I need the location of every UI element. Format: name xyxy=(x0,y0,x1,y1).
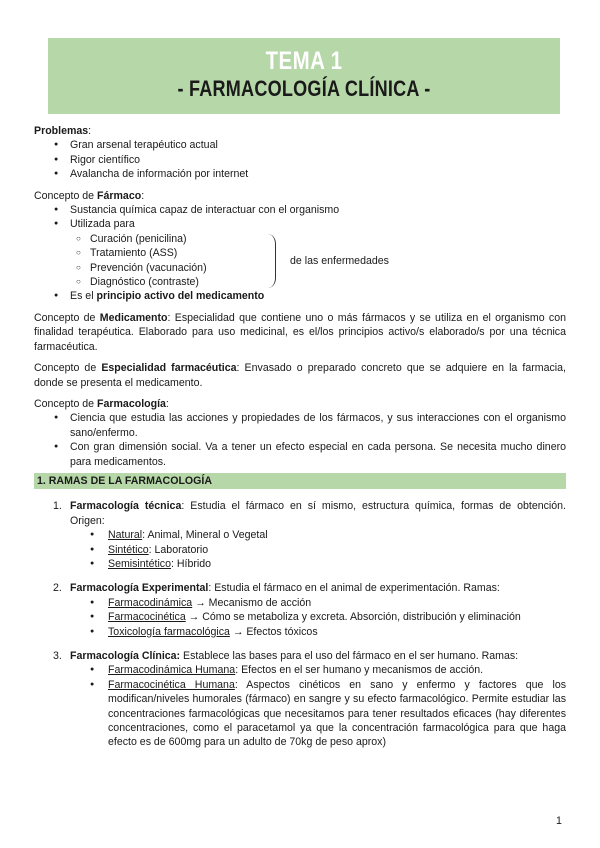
problemas-heading: Problemas: xyxy=(34,125,92,137)
list-item: ● Rigor científico xyxy=(34,153,566,167)
list-item: ● Farmacocinética → Cómo se metaboliza y excreta. Absorción, distribución y eliminación xyxy=(34,610,566,624)
problemas-list xyxy=(34,138,566,181)
document-content xyxy=(34,124,566,760)
rama-item: 2. Farmacología Experimental: Estudia el fármaco en el animal de experimentación. Ramas: ● Farmacodinámica → Mecanismo de acción ● Farmacocinética → Cómo se metaboliza y excreta. Absorción, distribución y eliminación ● Toxicología farmacológica → Efectos tóxicos xyxy=(34,581,566,639)
rama-sublist xyxy=(34,596,566,639)
list-item: ● Ciencia que estudia las acciones y propiedades de los fármacos, y sus interacciones con el organismo sano/enfermo. xyxy=(34,411,566,440)
uses-sublist-wrap xyxy=(70,232,566,290)
list-item: ● Farmacodinámica Humana: Efectos en el ser humano y mecanismos de acción. xyxy=(34,663,566,677)
list-item: ○ Prevención (vacunación) xyxy=(34,261,566,275)
list-item: ○ Diagnóstico (contraste) xyxy=(34,275,566,289)
page-number: 1 xyxy=(556,815,562,827)
list-item: ● Natural: Animal, Mineral o Vegetal xyxy=(34,528,566,542)
farmaco-list xyxy=(34,203,566,304)
page-subtitle: - FARMACOLOGÍA CLÍNICA - xyxy=(177,76,431,101)
list-item: ○ Curación (penicilina) xyxy=(34,232,566,246)
rama-sublist xyxy=(34,663,566,749)
farmacologia-heading: Concepto de Farmacología: xyxy=(34,397,169,410)
farmaco-heading: Concepto de Fármaco: xyxy=(34,189,145,202)
list-item: ● Sustancia química capaz de interactuar con el organismo xyxy=(34,203,566,217)
curly-brace xyxy=(267,234,276,288)
list-item: ○ Tratamiento (ASS) xyxy=(34,246,566,260)
farmacologia-list xyxy=(34,411,566,469)
list-item: ● Semisintético: Híbrido xyxy=(34,557,566,571)
list-item: ● Es el principio activo del medicamento xyxy=(34,289,566,303)
list-item: ● Con gran dimensión social. Va a tener un efecto especial en cada persona. Se necesita mucho dinero para medicamentos. xyxy=(34,440,566,469)
rama-item: 3. Farmacología Clínica: Establece las bases para el uso del fármaco en el ser humano. Ramas: ● Farmacodinámica Humana: Efectos en el ser humano y mecanismos de acción. ● Farmacocinética Humana: Aspectos cinéticos en sano y enfermo y factores que los modifican/niveles humorales (fármaco) en sangre y su efecto farmacológico. Permite estudiar las concentraciones farmacológicas que necesitamos para tener resultados eficaces (hay diferentes concentraciones, como el paracetamol ya que la concentración farmacológica para que haga efecto es de 600mg para un adulto de 70kg de peso aprox) xyxy=(34,649,566,750)
rama-sublist xyxy=(34,528,566,571)
medicamento-paragraph: Concepto de Medicamento: Especialidad que contiene uno o más fármacos y se utiliza en el organismo con finalidad terapéutica. Elaborado para uso medicinal, es el/los principios activo/s elaborado/s por una técnica farmacéutica. xyxy=(34,311,566,353)
list-item: ● Toxicología farmacológica → Efectos tóxicos xyxy=(34,625,566,639)
brace-note: de las enfermedades xyxy=(290,254,389,267)
list-item: ● Sintético: Laboratorio xyxy=(34,543,566,557)
list-item: ● Utilizada para ○ Curación (penicilina) ○ Tratamiento (ASS) ○ Prevención (vacunación) ○ Diagnóstico (contraste) de las enfermedades xyxy=(34,217,566,289)
list-item: ● Avalancha de información por internet xyxy=(34,167,566,181)
ramas-list xyxy=(34,499,566,750)
section-heading: 1. RAMAS DE LA FARMACOLOGÍA xyxy=(34,473,566,489)
list-item: ● Farmacocinética Humana: Aspectos cinéticos en sano y enfermo y factores que los modifican/niveles humorales (fármaco) en sangre y su efecto farmacológico. Permite estudiar las concentraciones farmacológicas que necesitamos para tener resultados eficaces (hay diferentes concentraciones, como el paracetamol ya que la concentración farmacológica para que haga efecto es de 600mg para un adulto de 70kg de peso aprox) xyxy=(34,678,566,750)
page-title: TEMA 1 xyxy=(265,47,343,75)
especialidad-paragraph: Concepto de Especialidad farmacéutica: Envasado o preparado concreto que se adquiere en la farmacia, donde se presenta el medicamento. xyxy=(34,362,566,389)
list-item: ● Farmacodinámica → Mecanismo de acción xyxy=(34,596,566,610)
list-item: ● Gran arsenal terapéutico actual xyxy=(34,138,566,152)
rama-item: 1. Farmacología técnica: Estudia el fármaco en sí mismo, estructura química, formas de obtención. Origen: ● Natural: Animal, Mineral o Vegetal ● Sintético: Laboratorio ● Semisintético: Híbrido xyxy=(34,499,566,571)
title-banner xyxy=(48,38,560,114)
